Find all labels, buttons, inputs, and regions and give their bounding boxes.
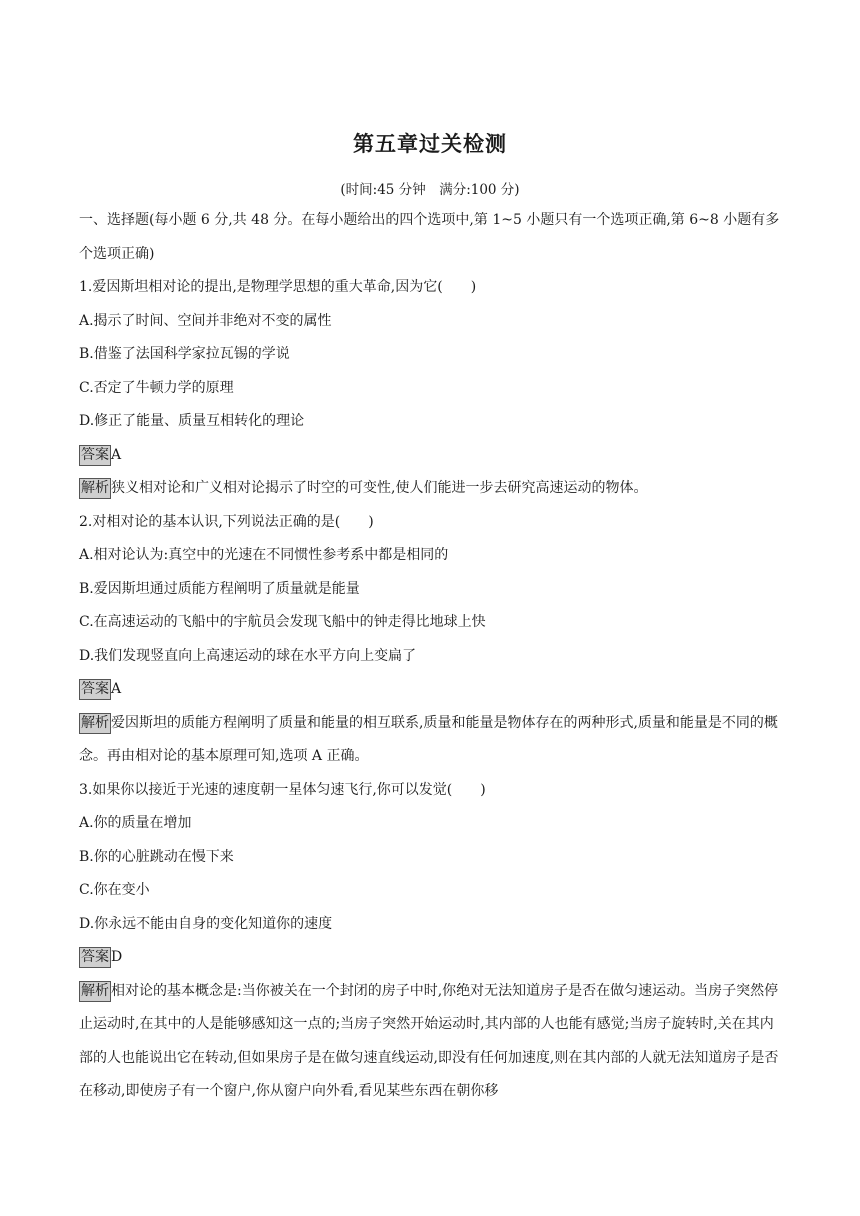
question-stem: 3.如果你以接近于光速的速度朝一星体匀速飞行,你可以发觉( ): [79, 781, 486, 798]
analysis-tag: 解析: [79, 713, 111, 734]
answer-tag: 答案: [79, 445, 111, 466]
question-stem: 2.对相对论的基本认识,下列说法正确的是( ): [79, 513, 374, 530]
analysis-text: 狭义相对论和广义相对论揭示了时空的可变性,使人们能进一步去研究高速运动的物体。: [111, 480, 648, 496]
option: C.在高速运动的飞船中的宇航员会发现飞船中的钟走得比地球上快: [79, 614, 486, 630]
answer-tag: 答案: [79, 947, 111, 968]
analysis-text: 爱因斯坦的质能方程阐明了质量和能量的相互联系,质量和能量是物体存在的两种形式,质量和能量是不同的概念。再由相对论的基本原理可知,选项 A 正确。: [79, 714, 778, 764]
answer-value: A: [111, 681, 122, 697]
analysis-tag: 解析: [79, 478, 111, 499]
analysis-line: [79, 975, 781, 1109]
option: A.揭示了时间、空间并非绝对不变的属性: [79, 312, 332, 329]
document-body: [79, 204, 781, 1109]
answer-line: [79, 941, 781, 975]
answer-value: D: [111, 949, 123, 965]
option: B.借鉴了法国科学家拉瓦锡的学说: [79, 346, 290, 362]
option: C.你在变小: [79, 882, 150, 898]
option: B.你的心脏跳动在慢下来: [79, 848, 234, 865]
page-title: 第五章过关检测: [353, 132, 507, 156]
option: D.你永远不能由自身的变化知道你的速度: [79, 915, 333, 932]
option: C.否定了牛顿力学的原理: [79, 379, 234, 396]
option: B.爱因斯坦通过质能方程阐明了质量就是能量: [79, 580, 360, 597]
answer-line: [79, 673, 781, 707]
option: A.相对论认为:真空中的光速在不同惯性参考系中都是相同的: [79, 547, 449, 563]
exam-info: (时间:45 分钟 满分:100 分): [340, 182, 520, 198]
option: A.你的质量在增加: [79, 815, 192, 831]
option: D.我们发现竖直向上高速运动的球在水平方向上变扁了: [79, 647, 417, 664]
section-heading: 一、选择题(每小题 6 分,共 48 分。在每小题给出的四个选项中,第 1~5 小题只有一个选项正确,第 6~8 小题有多个选项正确): [79, 212, 780, 262]
answer-line: [79, 439, 781, 473]
analysis-text: 相对论的基本概念是:当你被关在一个封闭的房子中时,你绝对无法知道房子是否在做匀速运动。当房子突然停止运动时,在其中的人是能够感知这一点的;当房子突然开始运动时,其内部的人也能有感觉;当房子旋转时,关在其内部的人也能说出它在转动,但如果房子是在做匀速直线运动,即没有任何加速度,则在其内部的人就无法知道房子是否在移动,即使房子有一个窗户,你从窗户向外看,看见某些东西在朝你移: [79, 982, 779, 1099]
answer-value: A: [111, 446, 122, 463]
analysis-line: [79, 707, 781, 774]
question-stem: 1.爱因斯坦相对论的提出,是物理学思想的重大革命,因为它( ): [79, 279, 477, 295]
analysis-tag: 解析: [79, 981, 111, 1002]
analysis-line: [79, 472, 781, 506]
answer-tag: 答案: [79, 679, 111, 700]
option: D.修正了能量、质量互相转化的理论: [79, 413, 305, 429]
